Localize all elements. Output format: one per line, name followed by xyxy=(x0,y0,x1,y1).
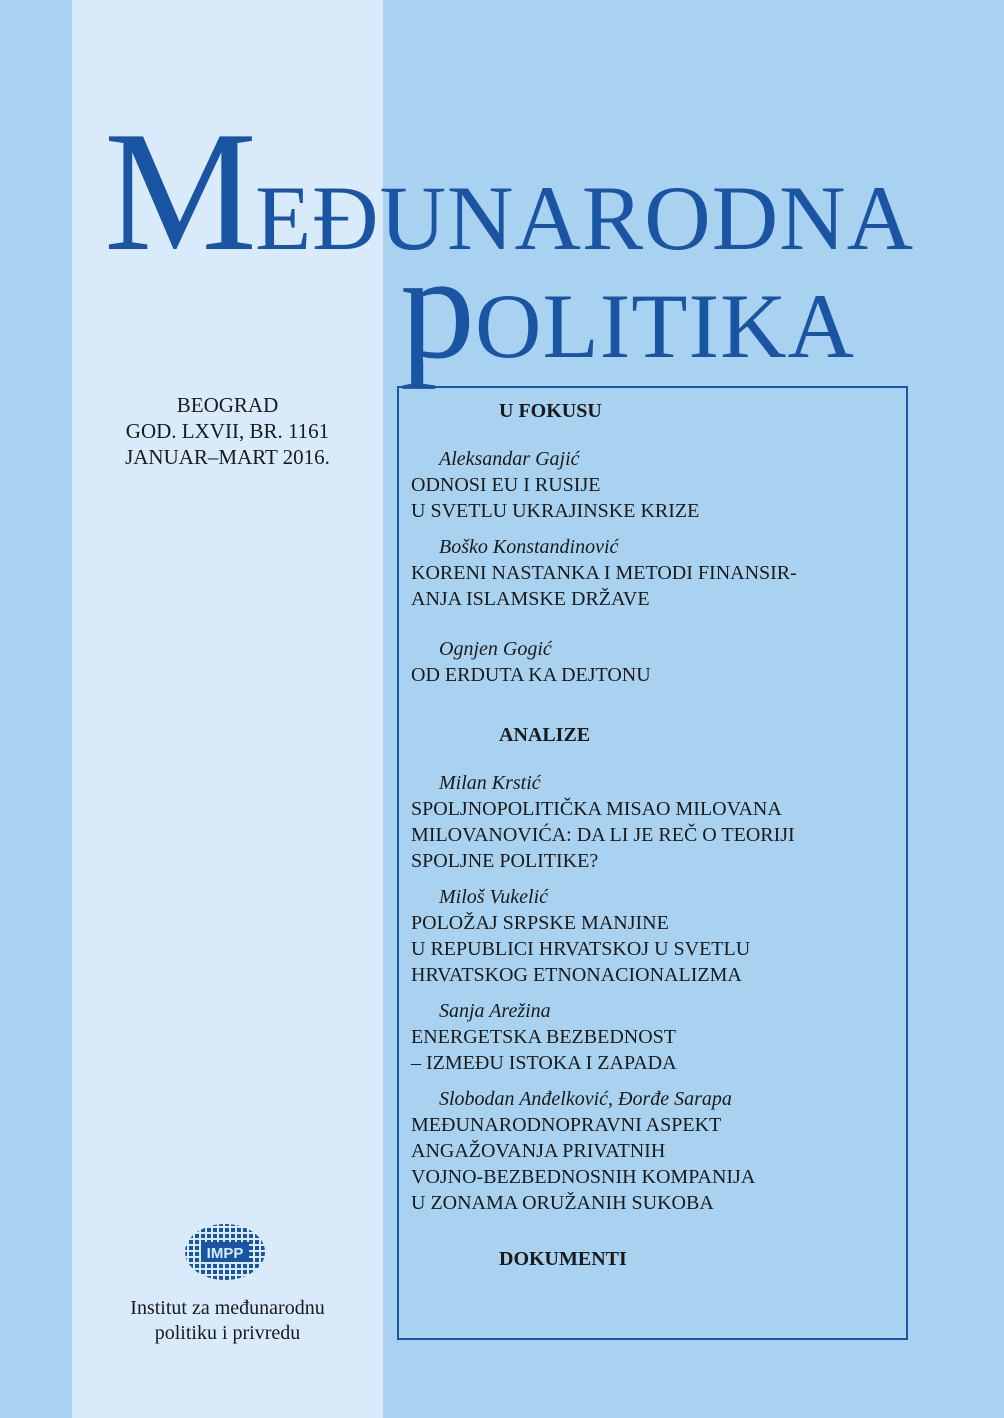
article-author: Slobodan Anđelković, Đorđe Sarapa xyxy=(439,1088,732,1110)
title-line1-rest: EĐUNARODNA xyxy=(254,167,915,269)
article-title: KORENI NASTANKA I METODI FINANSIR- ANJA ISLAMSKE DRŽAVE xyxy=(411,562,797,610)
section-heading-u-fokusu: U FOKUSU xyxy=(499,400,602,422)
title-line2-initial: p xyxy=(400,224,475,390)
article-author: Sanja Arežina xyxy=(439,1000,551,1022)
article-title: ENERGETSKA BEZBEDNOST – IZMEĐU ISTOKA I ZAPADA xyxy=(411,1026,677,1074)
section-heading-analize: ANALIZE xyxy=(499,724,591,746)
section-heading-dokumenti: DOKUMENTI xyxy=(499,1248,627,1270)
publisher-name xyxy=(72,1296,383,1346)
journal-title xyxy=(0,0,1004,390)
article-author: Aleksandar Gajić xyxy=(439,448,580,470)
journal-title-line2 xyxy=(400,224,855,390)
issue-info xyxy=(72,392,383,470)
issue-volume: GOD. LXVII, BR. 1161 xyxy=(125,419,330,443)
table-of-contents xyxy=(397,386,908,1340)
title-line1-initial: M xyxy=(104,97,255,287)
toc-content xyxy=(411,398,896,1272)
title-line2-rest: OLITIKA xyxy=(475,275,855,377)
article-title: POLOŽAJ SRPSKE MANJINE U REPUBLICI HRVATSKOJ U SVETLU HRVATSKOG ETNONACIONALIZMA xyxy=(411,912,751,986)
article-author: Ognjen Gogić xyxy=(439,638,552,660)
article-title: MEĐUNARODNOPRAVNI ASPEKT ANGAŽOVANJA PRIVATNIH VOJNO-BEZBEDNOSNIH KOMPANIJA U ZONAMA ORUŽANIH SUKOBA xyxy=(411,1114,756,1214)
issue-period: JANUAR–MART 2016. xyxy=(125,445,330,469)
article-title: ODNOSI EU I RUSIJE U SVETLU UKRAJINSKE KRIZE xyxy=(411,474,700,522)
article-title: OD ERDUTA KA DEJTONU xyxy=(411,664,651,686)
article-title: SPOLJNOPOLITIČKA MISAO MILOVANA MILOVANOVIĆA: DA LI JE REČ O TEORIJI SPOLJNE POLITIKE? xyxy=(411,798,795,872)
issue-city: BEOGRAD xyxy=(176,393,279,417)
publisher-line1: Institut za međunarodnu xyxy=(130,1297,325,1319)
publisher-line2: politiku i privredu xyxy=(154,1322,301,1344)
article-author: Milan Krstić xyxy=(439,772,541,794)
impp-logo-graphic xyxy=(183,1222,267,1282)
article-author: Boško Konstandinović xyxy=(439,536,619,558)
logo-text: IMPP xyxy=(206,1245,244,1262)
impp-logo-icon xyxy=(183,1222,267,1282)
article-author: Miloš Vukelić xyxy=(439,886,549,908)
